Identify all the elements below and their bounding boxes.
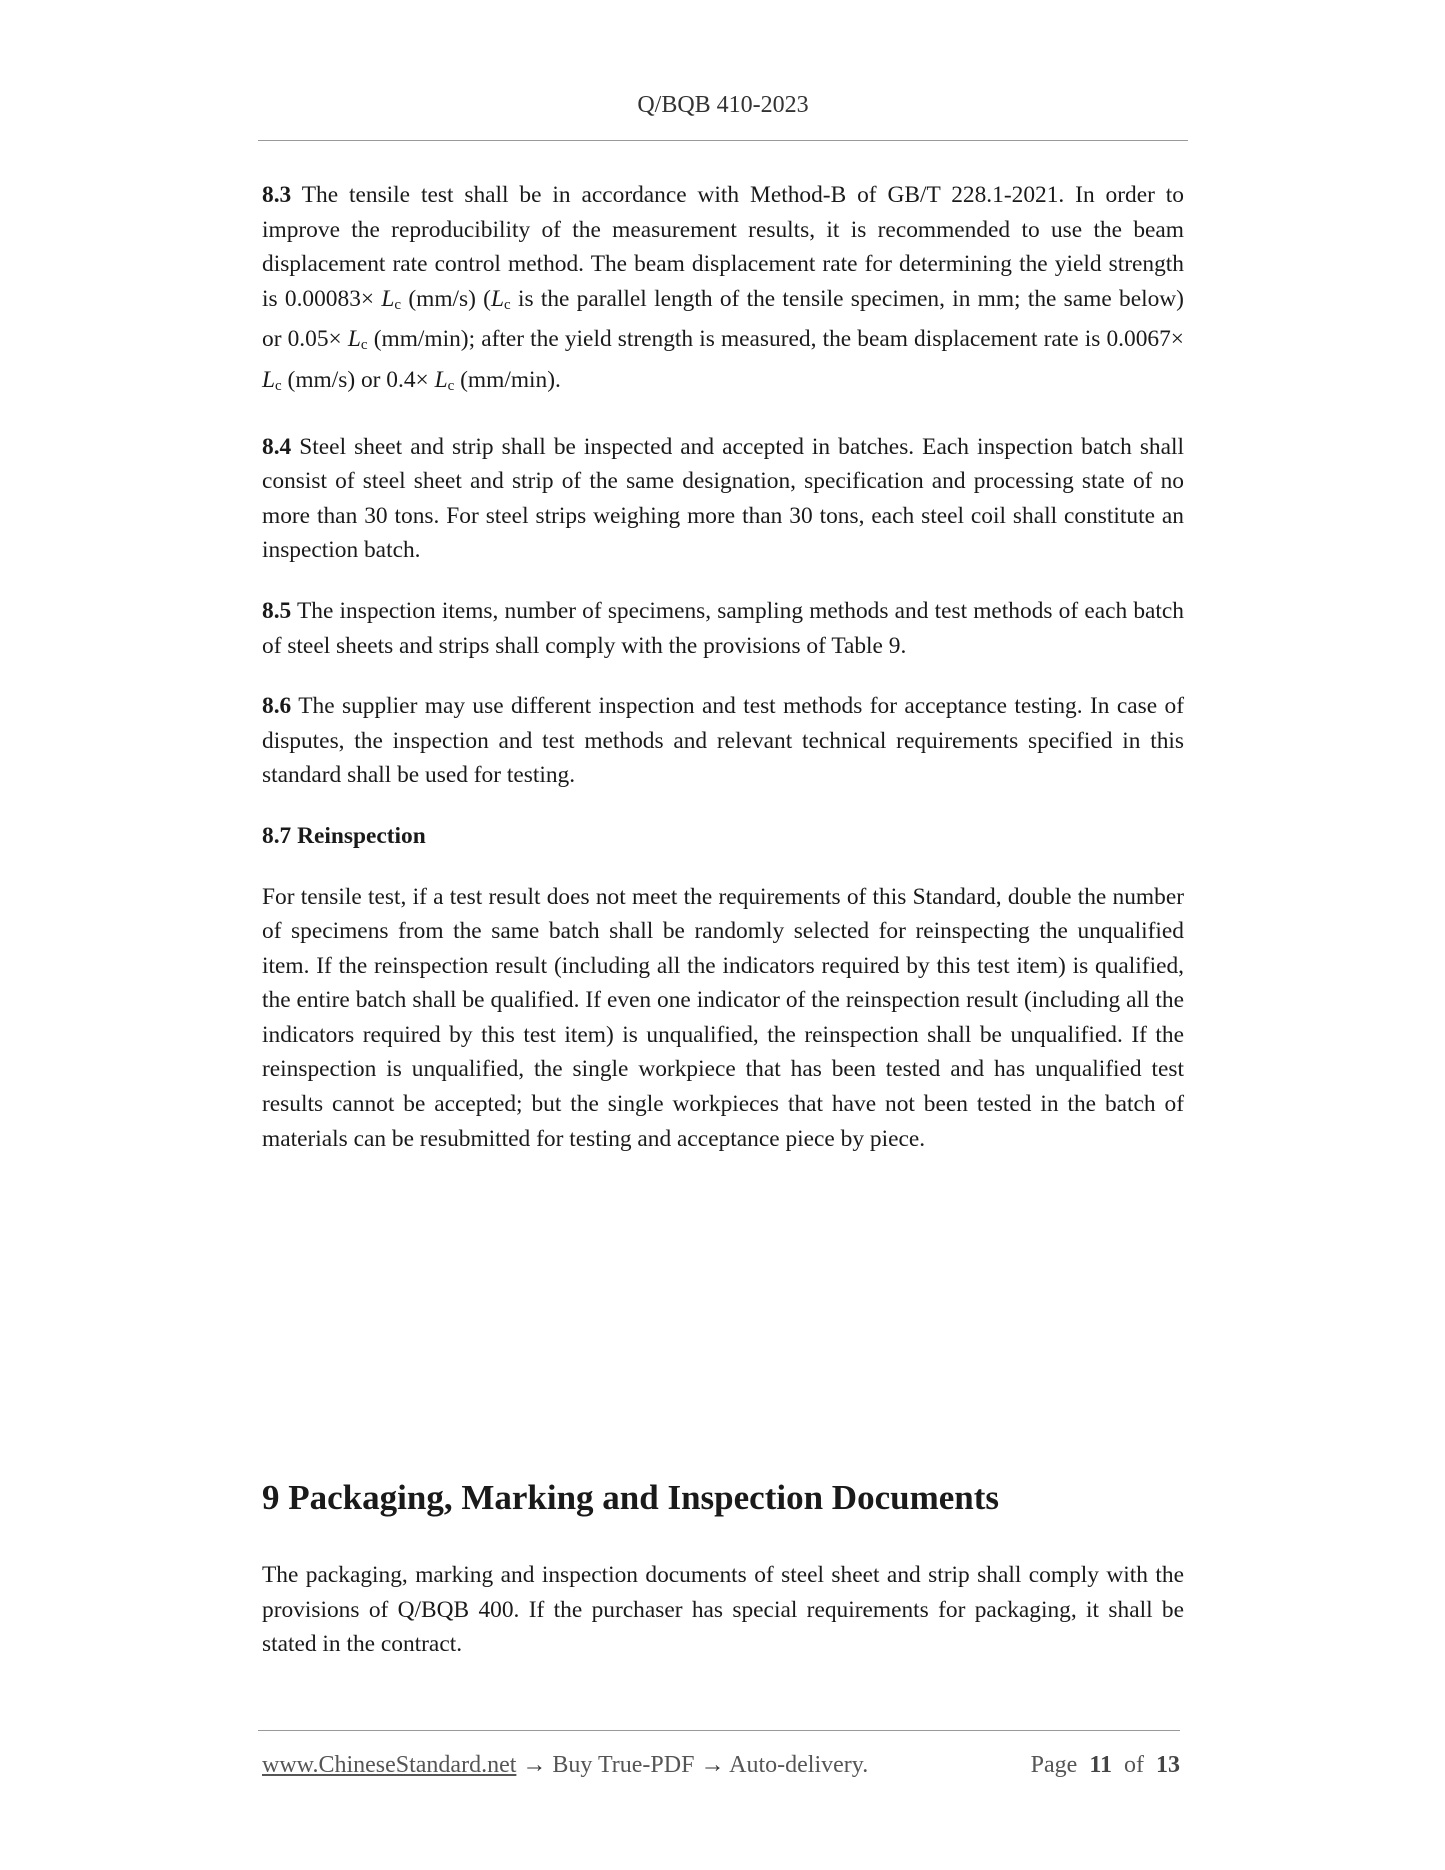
buy-pdf-text: Buy True-PDF [552,1752,695,1778]
section-9-text: The packaging, marking and inspection documents of steel sheet and strip shall comply with the provisions of Q/BQB 400. If the purchaser has special requirements for packaging, it shall be stated in the contract. [262,1562,1184,1658]
clause-8-6: 8.6 The supplier may use different inspection and test methods for acceptance testing. In case of disputes, the inspection and test methods and relevant technical requirements specified in this standard shall be used for testing. [262,693,1184,789]
clause-8-3: 8.3 The tensile test shall be in accordance with Method-B of GB/T 228.1-2021. In order to improve the reproducibility of the measurement results, it is recommended to use the beam displacement rate control method. The beam displacement rate for determining the yield strength is 0.00083× Lc (mm/s) (Lc is the parallel length of the tensile specimen, in mm; the same below) or 0.05× Lc (mm/min); after the yield strength is measured, the beam displacement rate is 0.0067× Lc (mm/s) or 0.4× Lc (mm/min). [262,182,1184,394]
symbol-sub: c [447,377,455,394]
section-9-heading: 9 Packaging, Marking and Inspection Documents [262,1478,1000,1517]
symbol-sub: c [275,377,282,394]
clause-number: 8.6 [262,693,292,720]
symbol-sub: c [394,296,402,313]
symbol-l: L [434,366,448,393]
symbol-l: L [381,285,395,312]
clause-number: 8.3 [262,182,292,208]
site-link[interactable]: www.ChineseStandard.net [262,1752,517,1778]
symbol-l: L [347,326,361,353]
current-page: 11 [1089,1752,1112,1778]
page-header: Q/BQB 410-2023 [637,92,809,118]
arrow-right-icon: → [700,1752,725,1778]
clause-number: 8.5 [262,597,292,624]
page-number: Page 11 of 13 [1030,1752,1180,1778]
symbol-l: L [490,285,504,312]
footer-promo [262,1752,868,1779]
total-pages: 13 [1156,1752,1180,1778]
auto-delivery-text: Auto-delivery. [729,1752,869,1778]
header-divider [258,140,1188,141]
main-content [262,178,1184,1182]
symbol-sub: c [360,337,368,354]
footer-divider [258,1730,1180,1731]
clause-8-5: 8.5 The inspection items, number of specimens, sampling methods and test methods of each batch of steel sheets and strips shall comply with the provisions of Table 9. [262,597,1184,659]
reinspection-heading: 8.7 Reinspection [262,822,426,849]
clause-number: 8.4 [262,433,292,460]
section-9-body [262,1558,1184,1688]
reinspection-text: For tensile test, if a test result does not meet the requirements of this Standard, double the number of specimens from the same batch shall be randomly selected for reinspecting the unqualified item. If the reinspection result (including all the indicators required by this test item) is qualified, the entire batch shall be qualified. If even one indicator of the reinspection result (including all the indicators required by this test item) is unqualified, the reinspection shall be unqualified. If the reinspection is unqualified, the single workpiece that has been tested and has unqualified test results cannot be accepted; but the single workpieces that have not been tested in the batch of materials can be resubmitted for testing and acceptance piece by piece. [262,883,1184,1152]
clause-8-4: 8.4 Steel sheet and strip shall be inspected and accepted in batches. Each inspection batch shall consist of steel sheet and strip of the same designation, specification and processing state of no more than 30 tons. For steel strips weighing more than 30 tons, each steel coil shall constitute an inspection batch. [262,433,1184,564]
symbol-l: L [262,366,276,393]
symbol-sub: c [504,296,511,313]
arrow-right-icon: → [522,1752,547,1778]
